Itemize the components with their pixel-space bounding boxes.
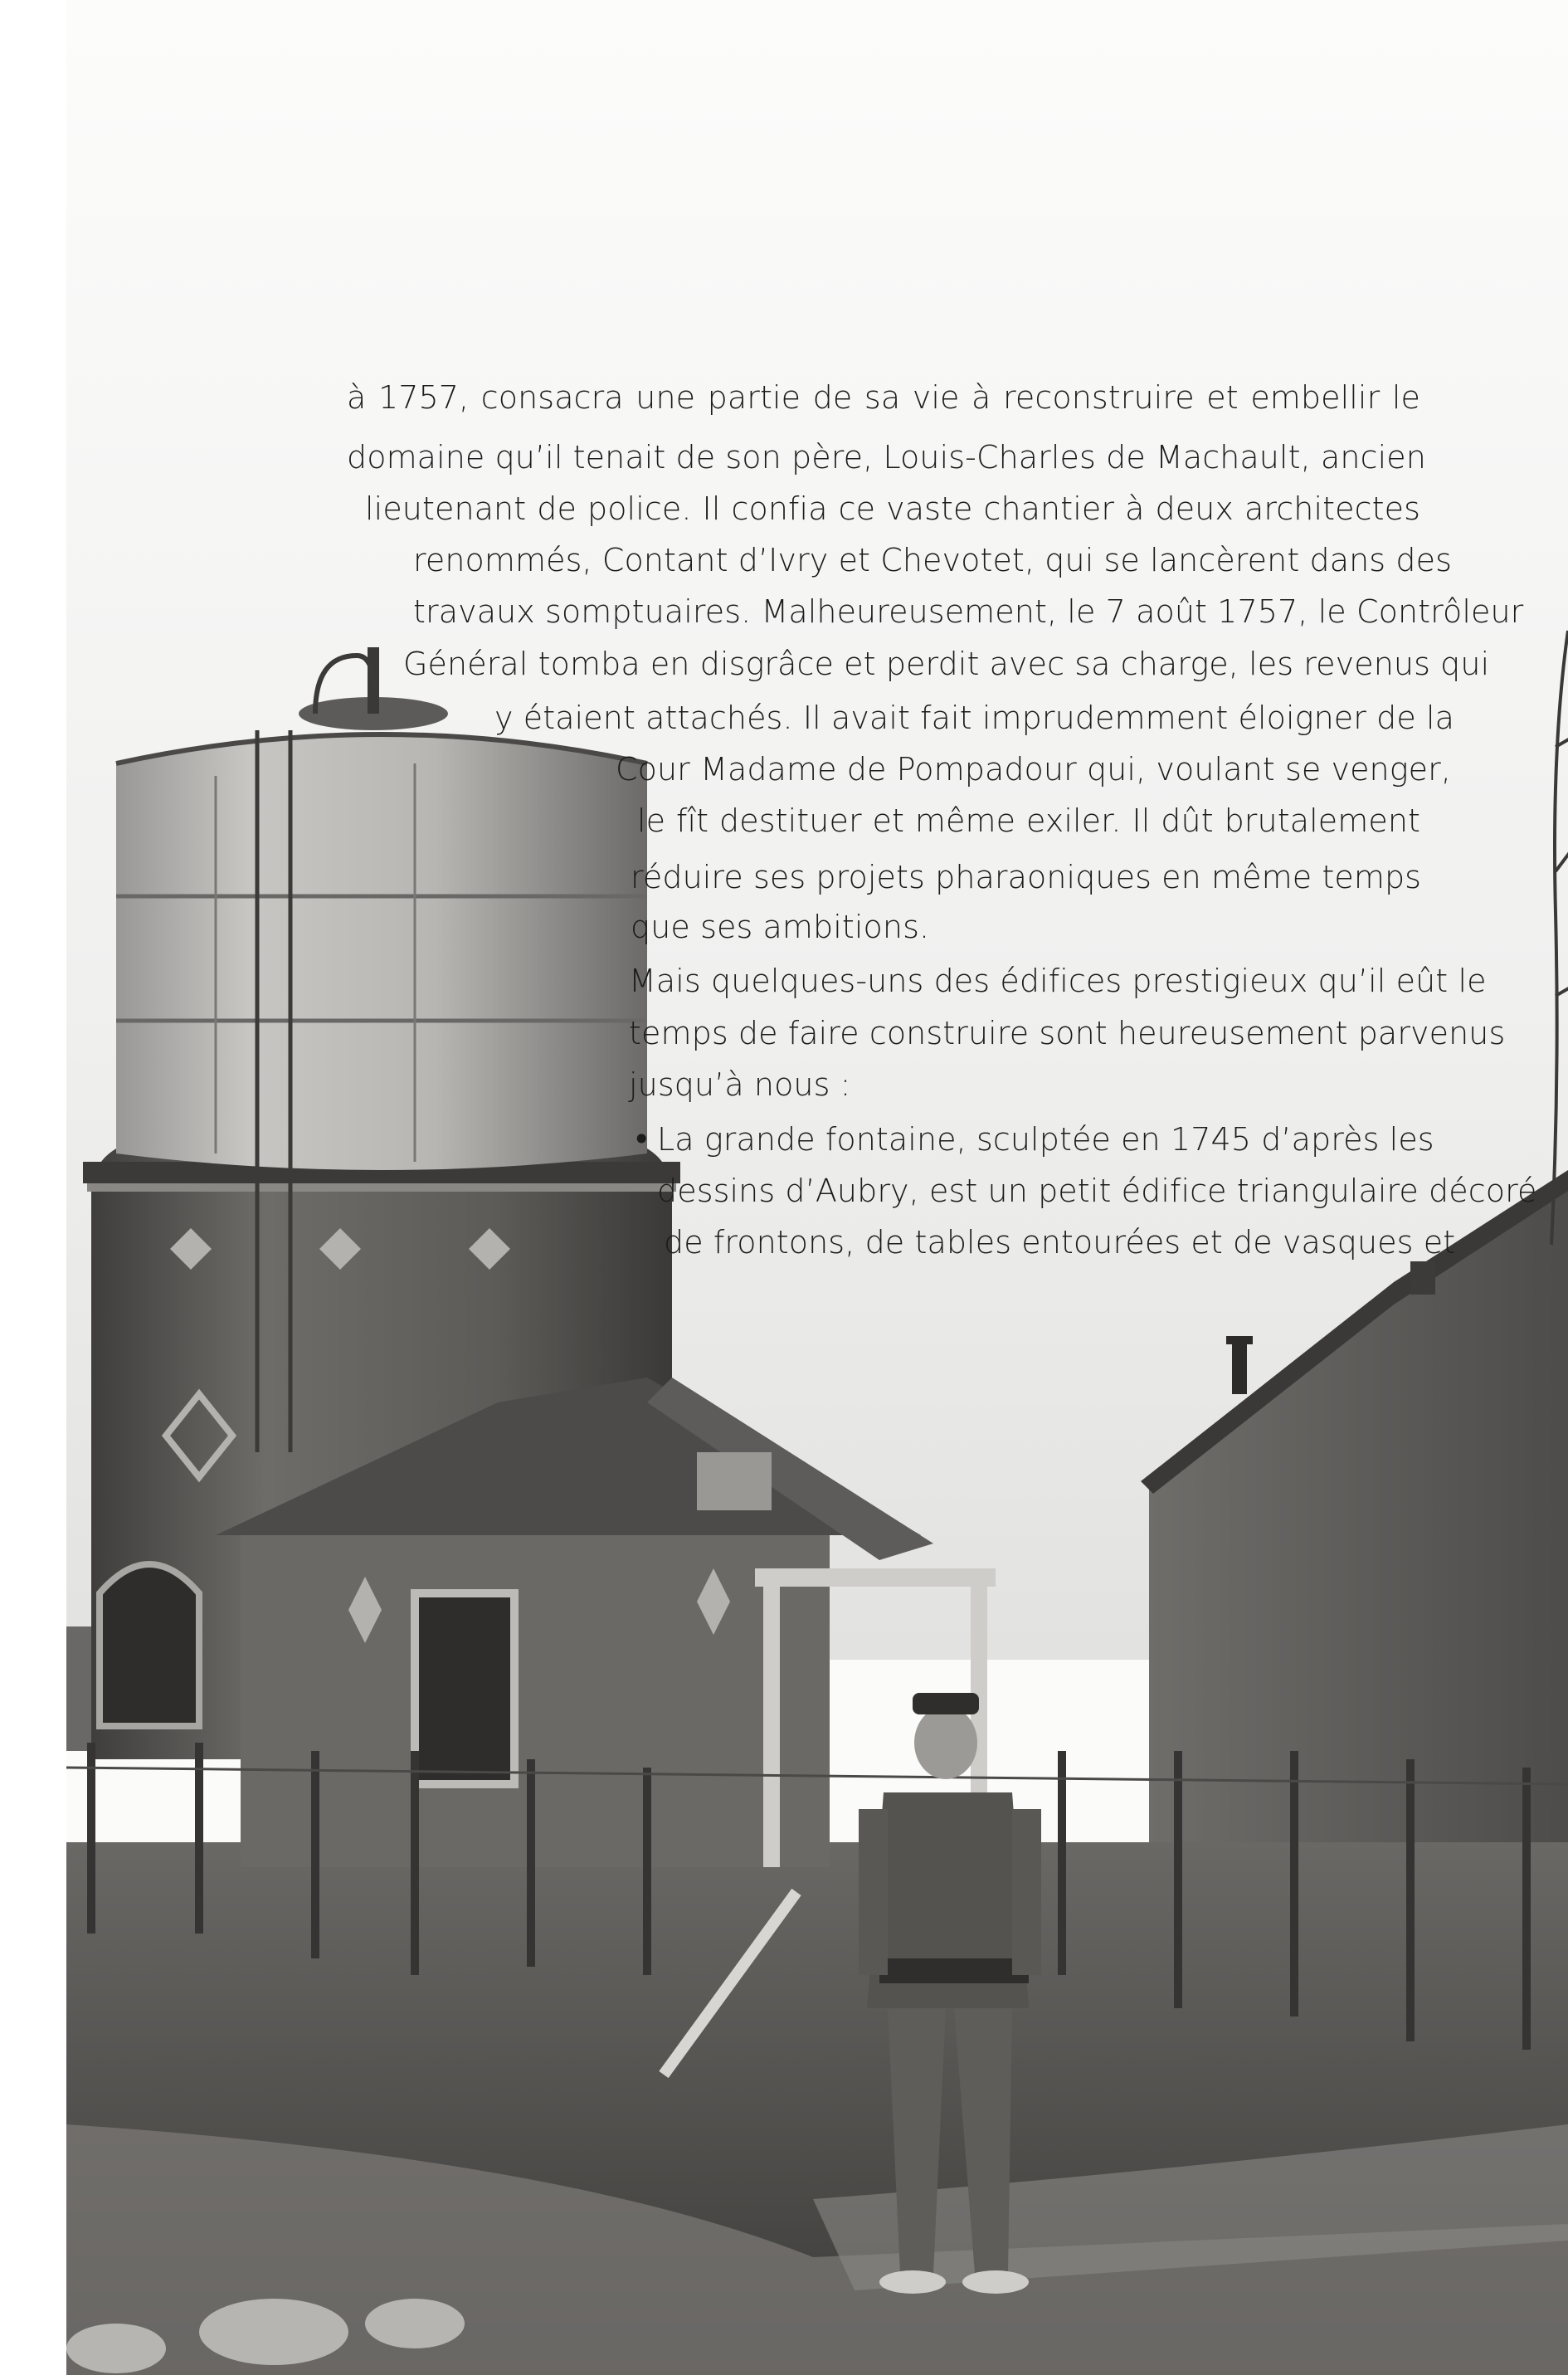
text-line: domaine qu’il tenait de son père, Louis-Charles de Machault, ancien	[347, 439, 1426, 475]
text-line: de frontons, de tables entourées et de vasques et	[664, 1224, 1456, 1261]
text-line: Mais quelques-uns des édifices prestigieux qu’il eût le	[629, 963, 1487, 999]
text-line: temps de faire construire sont heureusement parvenus	[629, 1015, 1506, 1051]
text-line: Cour Madame de Pompadour qui, voulant se venger,	[616, 751, 1452, 788]
text-line: y étaient attachés. Il avait fait imprudemment éloigner de la	[494, 700, 1455, 736]
text-line: Général tomba en disgrâce et perdit avec sa charge, les revenus qui	[403, 646, 1490, 682]
text-line: La grande fontaine, sculptée en 1745 d’après les	[657, 1121, 1434, 1158]
text-line: le fît destituer et même exiler. Il dût brutalement	[637, 802, 1420, 839]
text-line: que ses ambitions.	[631, 909, 930, 945]
text-line: à 1757, consacra une partie de sa vie à reconstruire et embellir le	[347, 379, 1420, 416]
bullet-marker: •	[632, 1121, 651, 1158]
text-line: jusqu’à nous :	[629, 1066, 851, 1103]
text-line: renommés, Contant d’Ivry et Chevotet, qui se lancèrent dans des	[413, 542, 1452, 578]
text-line: travaux somptuaires. Malheureusement, le 7 août 1757, le Contrôleur	[413, 593, 1524, 630]
text-line: réduire ses projets pharaoniques en même temps	[631, 859, 1422, 895]
text-line: dessins d’Aubry, est un petit édifice triangulaire décoré	[657, 1173, 1537, 1209]
text-line: lieutenant de police. Il confia ce vaste chantier à deux architectes	[365, 490, 1420, 527]
